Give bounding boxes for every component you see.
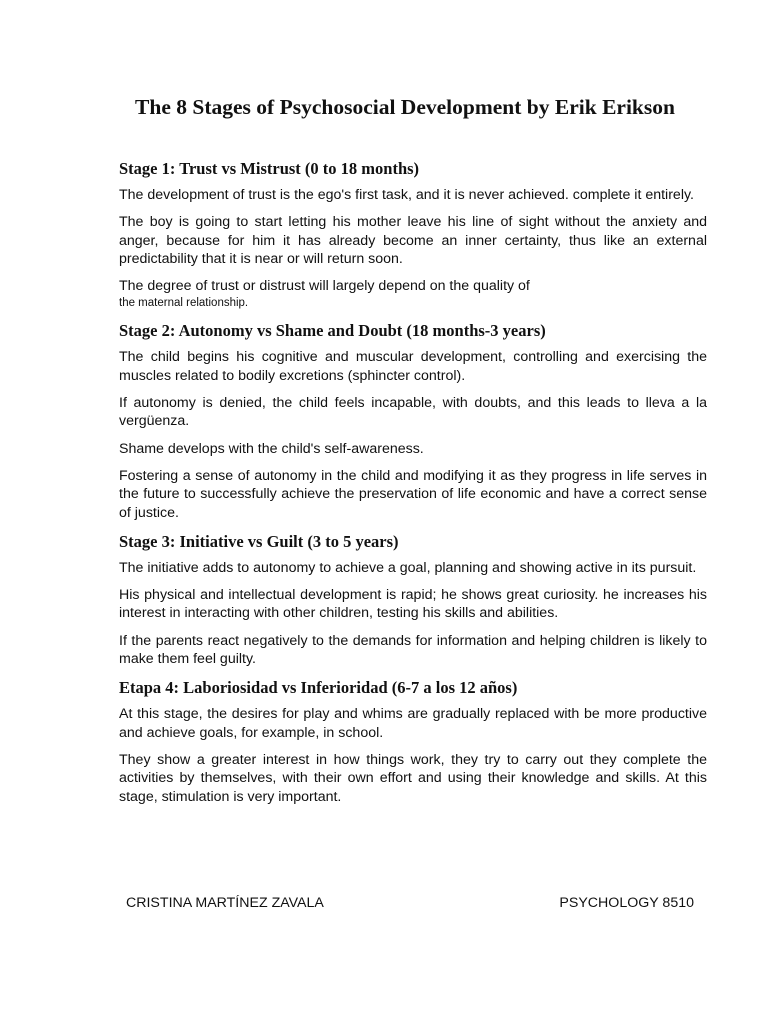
stage-heading: Etapa 4: Laboriosidad vs Inferioridad (6-7 a los 12 años)	[119, 678, 518, 698]
paragraph: The boy is going to start letting his mother leave his line of sight without the anxiety and anger, because for him it has already become an inner certainty, thus like an external predictability that it is near or will return soon.	[119, 214, 707, 267]
stage-1-section	[119, 158, 707, 311]
stage-heading: Stage 2: Autonomy vs Shame and Doubt (18 months-3 years)	[119, 321, 546, 341]
paragraph: At this stage, the desires for play and whims are gradually replaced with be more productive and achieve goals, for example, in school.	[119, 706, 707, 741]
stage-heading: Stage 3: Initiative vs Guilt (3 to 5 years)	[119, 531, 399, 551]
stage-3-section	[119, 531, 707, 668]
paragraph: His physical and intellectual development is rapid; he shows great curiosity. he increases his interest in interacting with other children, testing his skills and abilities.	[119, 587, 707, 622]
small-text-line: the maternal relationship.	[119, 297, 249, 310]
document-body	[119, 158, 707, 815]
document-title: The 8 Stages of Psychosocial Development by Erik Erikson	[135, 95, 675, 119]
paragraph: Fostering a sense of autonomy in the child and modifying it as they progress in life serves in the future to successfully achieve the preservation of life economic and have a correct sense of justice.	[119, 467, 707, 521]
paragraph-line: The degree of trust or distrust will largely depend on the quality of	[119, 278, 530, 295]
stage-2-section	[119, 320, 707, 521]
stage-4-section	[119, 677, 707, 805]
paragraph	[119, 277, 707, 311]
paragraph: The initiative adds to autonomy to achieve a goal, planning and showing active in its pursuit.	[119, 559, 697, 576]
paragraph: The child begins his cognitive and muscular development, controlling and exercising the muscles related to bodily excretions (sphincter control).	[119, 349, 707, 384]
paragraph: They show a greater interest in how things work, they try to carry out they complete the activities by themselves, with their own effort and using their knowledge and skills. At this stage, stimulation is very important.	[119, 751, 707, 805]
footer-author: CRISTINA MARTÍNEZ ZAVALA	[126, 895, 324, 911]
paragraph: The development of trust is the ego's first task, and it is never achieved. complete it entirely.	[119, 187, 694, 203]
paragraph: If the parents react negatively to the demands for information and helping children is likely to make them feel guilty.	[119, 632, 707, 668]
footer-course: PSYCHOLOGY 8510	[559, 895, 694, 911]
page-footer	[126, 894, 694, 912]
paragraph: If autonomy is denied, the child feels incapable, with doubts, and this leads to lleva a la vergüenza.	[119, 395, 707, 430]
stage-heading: Stage 1: Trust vs Mistrust (0 to 18 months)	[119, 159, 420, 178]
paragraph: Shame develops with the child's self-awareness.	[119, 440, 424, 457]
